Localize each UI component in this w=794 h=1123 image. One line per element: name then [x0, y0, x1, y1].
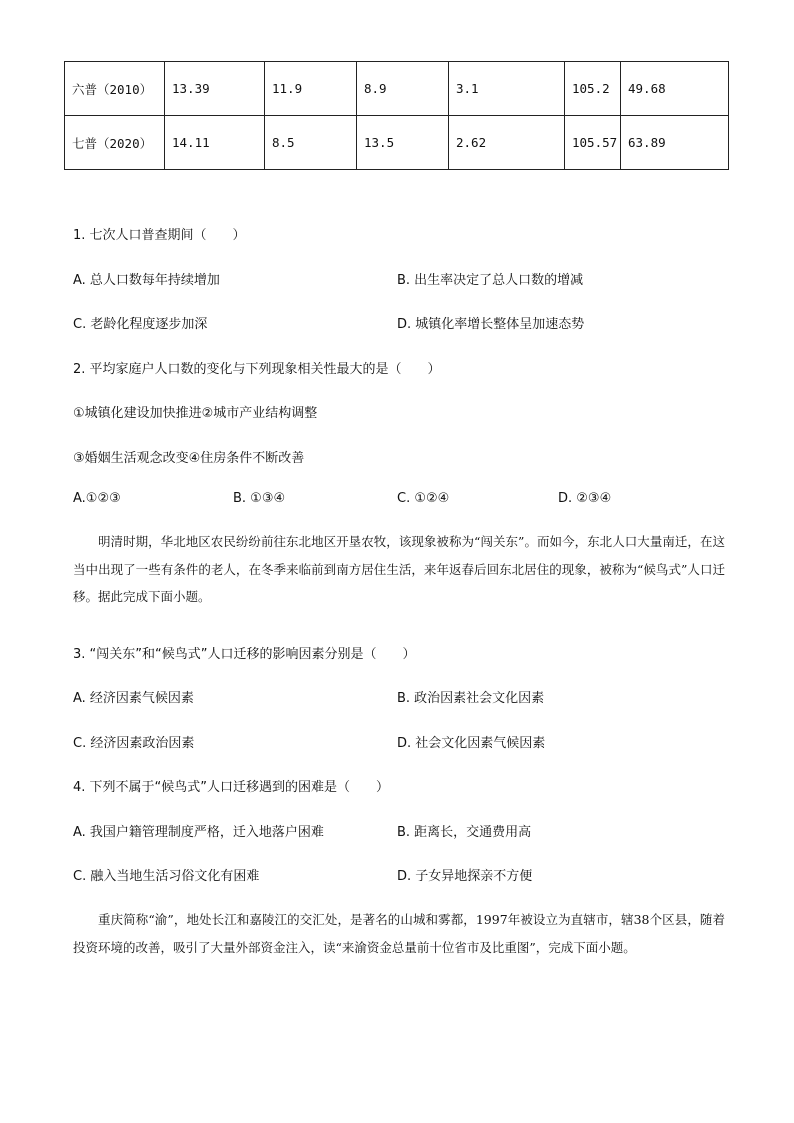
- q2-option-a: A.①②③: [73, 491, 121, 506]
- table-row: [65, 116, 729, 170]
- table-cell: 2.62: [449, 116, 565, 170]
- table-cell: 七普（2020）: [65, 116, 165, 170]
- table-cell: 3.1: [449, 62, 565, 116]
- table-row: [65, 62, 729, 116]
- reading-passage-2: 重庆简称“渝”，地处长江和嘉陵江的交汇处，是著名的山城和雾都，1997年被设立为直辖市，辖38个区县，随着投资环境的改善，吸引了大量外部资金注入，读“来渝资金总量前十位省市及比重图”，完成下面小题。: [73, 912, 725, 955]
- q2-option-d: D. ②③④: [558, 491, 612, 506]
- q3-option-d: D. 社会文化因素气候因素: [397, 736, 546, 751]
- table-cell: 六普（2010）: [65, 62, 165, 116]
- reading-passage-1: 明清时期，华北地区农民纷纷前往东北地区开垦农牧，该现象被称为“闯关东”。而如今，东北人口大量南迁，在这当中出现了一些有条件的老人，在冬季来临前到南方居住生活，来年返春后回东北居住的现象，被称为“候鸟式”人口迁移。据此完成下面小题。: [73, 534, 725, 604]
- table-cell: 11.9: [265, 62, 357, 116]
- q2-statements-line1: ①城镇化建设加快推进②城市产业结构调整: [73, 406, 318, 421]
- table-cell: 105.57: [565, 116, 621, 170]
- q1-option-a: A. 总人口数每年持续增加: [73, 273, 220, 288]
- census-table: [64, 61, 729, 170]
- q2-stem: 2. 平均家庭户人口数的变化与下列现象相关性最大的是（ ）: [73, 362, 441, 377]
- table-cell: 13.5: [357, 116, 449, 170]
- q2-option-c: C. ①②④: [397, 491, 450, 506]
- table-cell: 49.68: [621, 62, 729, 116]
- q1-option-b: B. 出生率决定了总人口数的增减: [397, 273, 584, 288]
- q2-option-b: B. ①③④: [233, 491, 286, 506]
- q1-stem: 1. 七次人口普查期间（ ）: [73, 228, 246, 243]
- q4-option-d: D. 子女异地探亲不方便: [397, 869, 533, 884]
- table-cell: 8.9: [357, 62, 449, 116]
- q3-stem: 3. “闯关东”和“候鸟式”人口迁移的影响因素分别是（ ）: [73, 647, 416, 662]
- q1-option-c: C. 老龄化程度逐步加深: [73, 317, 208, 332]
- q4-option-c: C. 融入当地生活习俗文化有困难: [73, 869, 260, 884]
- table-cell: 105.2: [565, 62, 621, 116]
- q4-option-b: B. 距离长，交通费用高: [397, 825, 532, 840]
- q3-option-a: A. 经济因素气候因素: [73, 691, 194, 706]
- q4-stem: 4. 下列不属于“候鸟式”人口迁移遇到的困难是（ ）: [73, 780, 390, 795]
- q1-option-d: D. 城镇化率增长整体呈加速态势: [397, 317, 585, 332]
- table-cell: 63.89: [621, 116, 729, 170]
- table-cell: 14.11: [165, 116, 265, 170]
- q3-option-c: C. 经济因素政治因素: [73, 736, 195, 751]
- q3-option-b: B. 政治因素社会文化因素: [397, 691, 545, 706]
- table-cell: 13.39: [165, 62, 265, 116]
- q4-option-a: A. 我国户籍管理制度严格，迁入地落户困难: [73, 825, 324, 840]
- q2-statements-line2: ③婚姻生活观念改变④住房条件不断改善: [73, 451, 305, 466]
- table-cell: 8.5: [265, 116, 357, 170]
